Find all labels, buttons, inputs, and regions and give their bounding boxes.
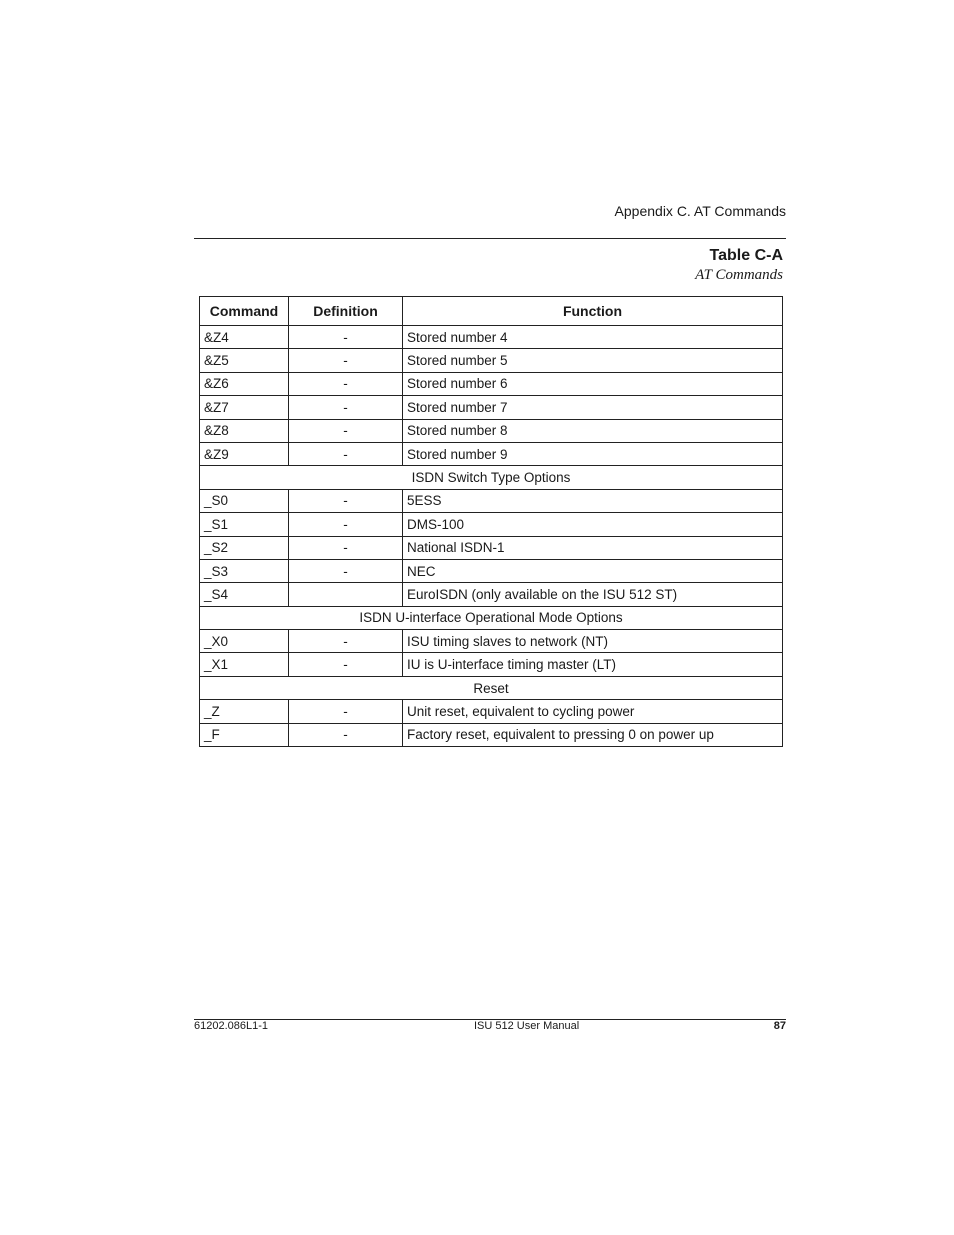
function-cell: 5ESS — [403, 489, 783, 512]
command-cell: &Z4 — [200, 326, 289, 349]
footer-doc-number: 61202.086L1-1 — [194, 1020, 269, 1032]
command-cell: &Z8 — [200, 419, 289, 442]
running-head: Appendix C. AT Commands — [614, 203, 786, 219]
section-label: ISDN Switch Type Options — [200, 466, 783, 489]
command-cell: _S3 — [200, 559, 289, 582]
definition-cell: - — [289, 513, 403, 536]
command-cell: _X0 — [200, 630, 289, 653]
function-cell: Stored number 5 — [403, 349, 783, 372]
table-section-row — [200, 466, 783, 489]
table-row — [200, 700, 783, 723]
definition-cell: - — [289, 489, 403, 512]
definition-cell: - — [289, 442, 403, 465]
table-body — [200, 326, 783, 747]
command-cell: _X1 — [200, 653, 289, 676]
function-cell: DMS-100 — [403, 513, 783, 536]
function-cell: ISU timing slaves to network (NT) — [403, 630, 783, 653]
table-row — [200, 419, 783, 442]
table-header-row — [200, 297, 783, 326]
function-cell: NEC — [403, 559, 783, 582]
table-row — [200, 723, 783, 746]
function-cell: Unit reset, equivalent to cycling power — [403, 700, 783, 723]
command-cell: _S1 — [200, 513, 289, 536]
column-header-function: Function — [403, 297, 783, 326]
section-label: Reset — [200, 676, 783, 699]
definition-cell: - — [289, 419, 403, 442]
definition-cell: - — [289, 723, 403, 746]
function-cell: EuroISDN (only available on the ISU 512 ST) — [403, 583, 783, 606]
table-id: Table C-A — [709, 247, 783, 264]
section-label: ISDN U-interface Operational Mode Options — [200, 606, 783, 629]
table-row — [200, 396, 783, 419]
table-row — [200, 583, 783, 606]
definition-cell: - — [289, 349, 403, 372]
function-cell: Stored number 6 — [403, 372, 783, 395]
table-row — [200, 653, 783, 676]
column-header-command: Command — [200, 297, 289, 326]
table-row — [200, 536, 783, 559]
command-cell: _S4 — [200, 583, 289, 606]
footer-page-number: 87 — [773, 1020, 786, 1032]
command-cell: &Z5 — [200, 349, 289, 372]
function-cell: Stored number 7 — [403, 396, 783, 419]
definition-cell: - — [289, 326, 403, 349]
definition-cell: - — [289, 700, 403, 723]
table-row — [200, 630, 783, 653]
function-cell: IU is U-interface timing master (LT) — [403, 653, 783, 676]
definition-cell: - — [289, 653, 403, 676]
at-commands-table — [199, 296, 783, 747]
function-cell: Stored number 4 — [403, 326, 783, 349]
column-header-definition: Definition — [289, 297, 403, 326]
command-cell: _Z — [200, 700, 289, 723]
table-row — [200, 326, 783, 349]
definition-cell — [289, 583, 403, 606]
function-cell: Stored number 8 — [403, 419, 783, 442]
function-cell: Factory reset, equivalent to pressing 0 on power up — [403, 723, 783, 746]
table-row — [200, 559, 783, 582]
definition-cell: - — [289, 559, 403, 582]
command-cell: &Z6 — [200, 372, 289, 395]
footer-manual-title: ISU 512 User Manual — [474, 1020, 580, 1032]
header-rule — [194, 238, 786, 239]
command-cell: &Z9 — [200, 442, 289, 465]
table-row — [200, 442, 783, 465]
table-section-row — [200, 676, 783, 699]
definition-cell: - — [289, 630, 403, 653]
table-section-row — [200, 606, 783, 629]
command-cell: _S0 — [200, 489, 289, 512]
command-cell: _S2 — [200, 536, 289, 559]
definition-cell: - — [289, 536, 403, 559]
function-cell: Stored number 9 — [403, 442, 783, 465]
table-caption: AT Commands — [695, 267, 783, 283]
table-row — [200, 489, 783, 512]
command-cell: &Z7 — [200, 396, 289, 419]
table-row — [200, 372, 783, 395]
function-cell: National ISDN-1 — [403, 536, 783, 559]
command-cell: _F — [200, 723, 289, 746]
definition-cell: - — [289, 396, 403, 419]
definition-cell: - — [289, 372, 403, 395]
table-row — [200, 349, 783, 372]
table-row — [200, 513, 783, 536]
